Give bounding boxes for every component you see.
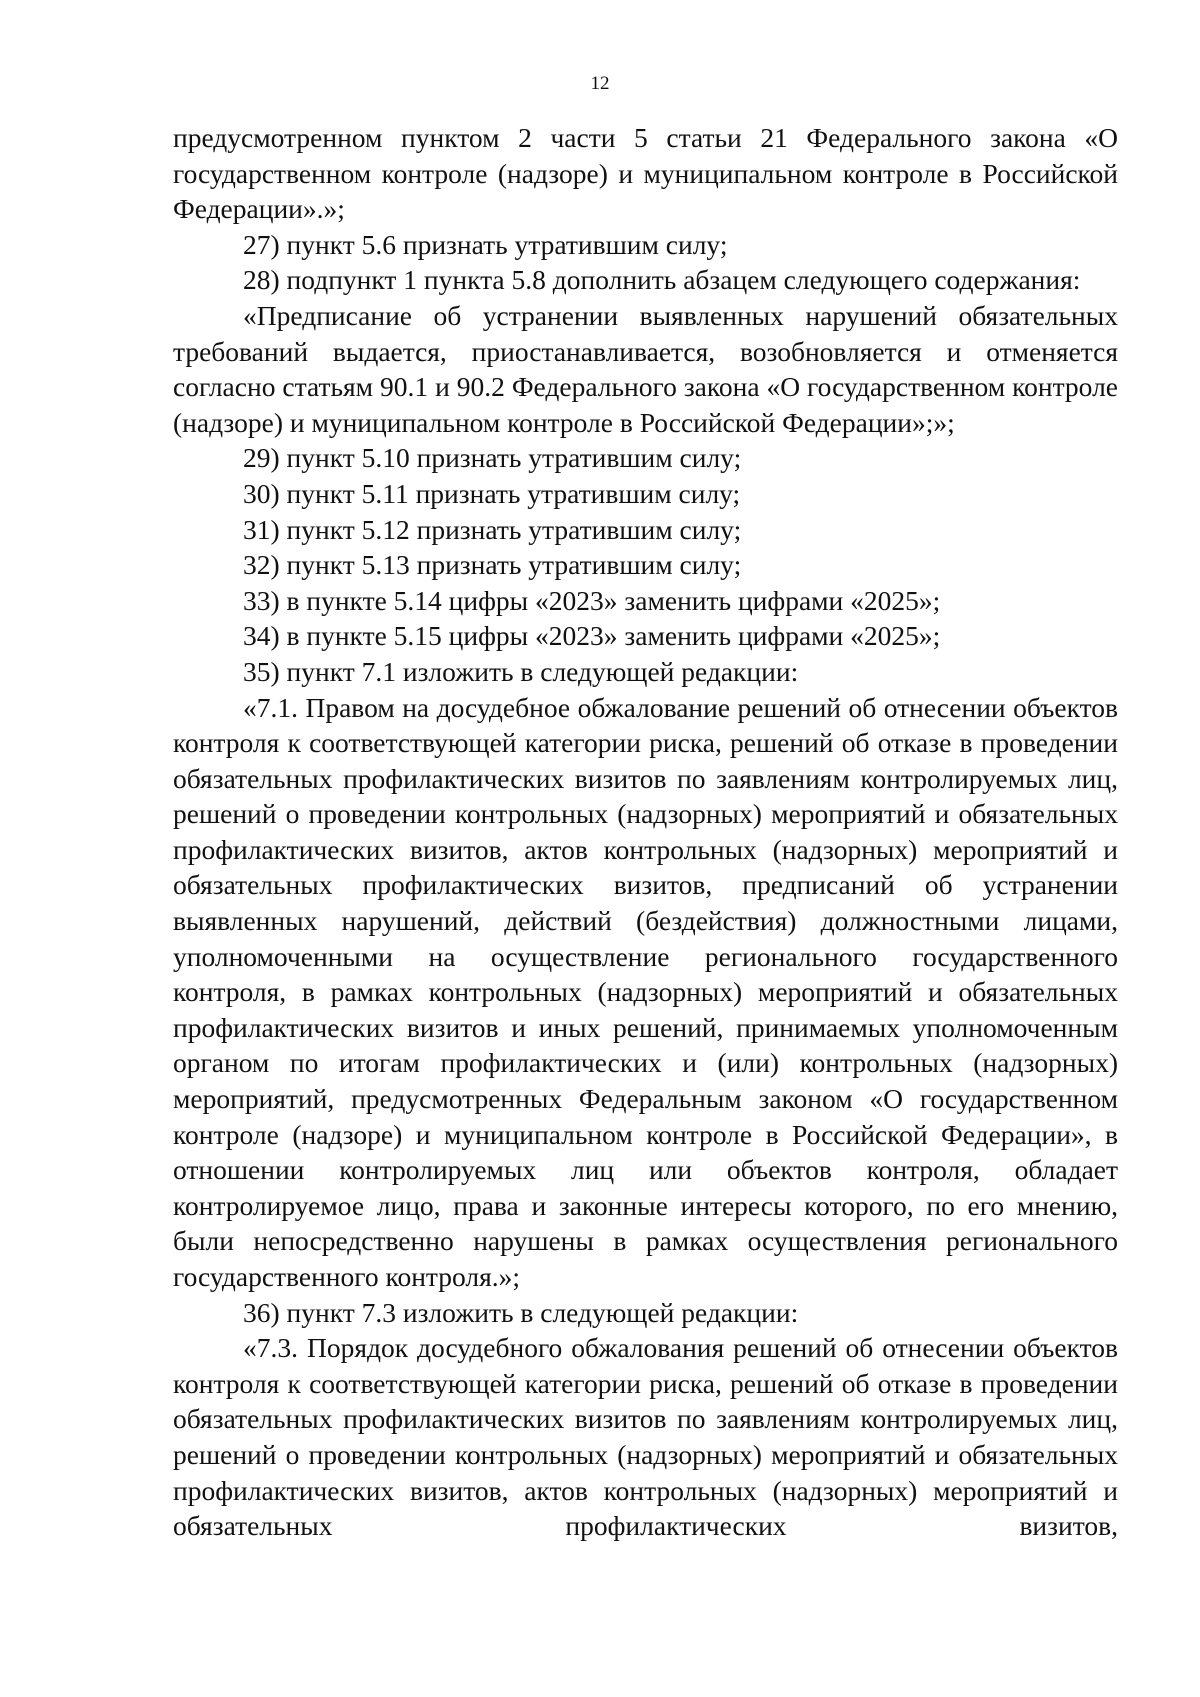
paragraph-item-35: 35) пункт 7.1 изложить в следующей редакции: <box>243 655 799 687</box>
paragraph-quote-7-1: «7.1. Правом на досудебное обжалование решений об отнесении объектов контроля к соответствующей категории риска, решений об отказе в проведении обязательных профилактических визитов по заявлениям контролируемых лиц, решений о проведении контрольных (надзорных) мероприятий и обязательных профилактических визитов, актов контрольных (надзорных) мероприятий и обязательных профилактических визитов, предписаний об устранении выявленных нарушений, действий (бездействия) должностными лицами, уполномоченными на осуществление регионального государственного контроля, в рамках контрольных (надзорных) мероприятий и обязательных профилактических визитов и иных решений, принимаемых уполномоченным органом по итогам профилактических и (или) контрольных (надзорных) мероприятий, предусмотренных Федеральным законом «О государственном контроле (надзоре) и муниципальном контроле в Российской Федерации», в отношении контролируемых лиц или объектов контроля, обладает контролируемое лицо, права и законные интересы которого, по его мнению, были непосредственно нарушены в рамках осуществления регионального государственного контроля.»; <box>173 691 1118 1292</box>
paragraph-item-34: 34) в пункте 5.15 цифры «2023» заменить цифрами «2025»; <box>243 620 941 652</box>
paragraph-item-33: 33) в пункте 5.14 цифры «2023» заменить цифрами «2025»; <box>243 584 941 616</box>
paragraph-continuation: предусмотренном пунктом 2 части 5 статьи 21 Федерального закона «О государственном контроле (надзоре) и муниципальном контроле в Российской Федерации».»; <box>173 122 1118 225</box>
paragraph-item-31: 31) пункт 5.12 признать утратившим силу; <box>243 513 742 545</box>
paragraph-quote-prescription: «Предписание об устранении выявленных нарушений обязательных требований выдается, приостанавливается, возобновляется и отменяется согласно статьям 90.1 и 90.2 Федерального закона «О государственном контроле (надзоре) и муниципальном контроле в Российской Федерации»;»; <box>173 299 1118 438</box>
page-number: 12 <box>590 73 610 94</box>
paragraph-quote-7-3: «7.3. Порядок досудебного обжалования решений об отнесении объектов контроля к соответствующей категории риска, решений об отказе в проведении обязательных профилактических визитов по заявлениям контролируемых лиц, решений о проведении контрольных (надзорных) мероприятий и обязательных профилактических визитов, актов контрольных (надзорных) мероприятий и обязательных профилактических визитов, <box>173 1332 1118 1542</box>
paragraph-item-27: 27) пункт 5.6 признать утратившим силу; <box>243 228 728 260</box>
document-body <box>173 120 1118 1544</box>
paragraph-item-29: 29) пункт 5.10 признать утратившим силу; <box>243 442 742 474</box>
paragraph-item-32: 32) пункт 5.13 признать утратившим силу; <box>243 549 742 581</box>
paragraph-item-30: 30) пункт 5.11 признать утратившим силу; <box>243 477 741 509</box>
paragraph-item-36: 36) пункт 7.3 изложить в следующей редакции: <box>243 1296 799 1328</box>
paragraph-item-28: 28) подпункт 1 пункта 5.8 дополнить абзацем следующего содержания: <box>243 264 1081 296</box>
